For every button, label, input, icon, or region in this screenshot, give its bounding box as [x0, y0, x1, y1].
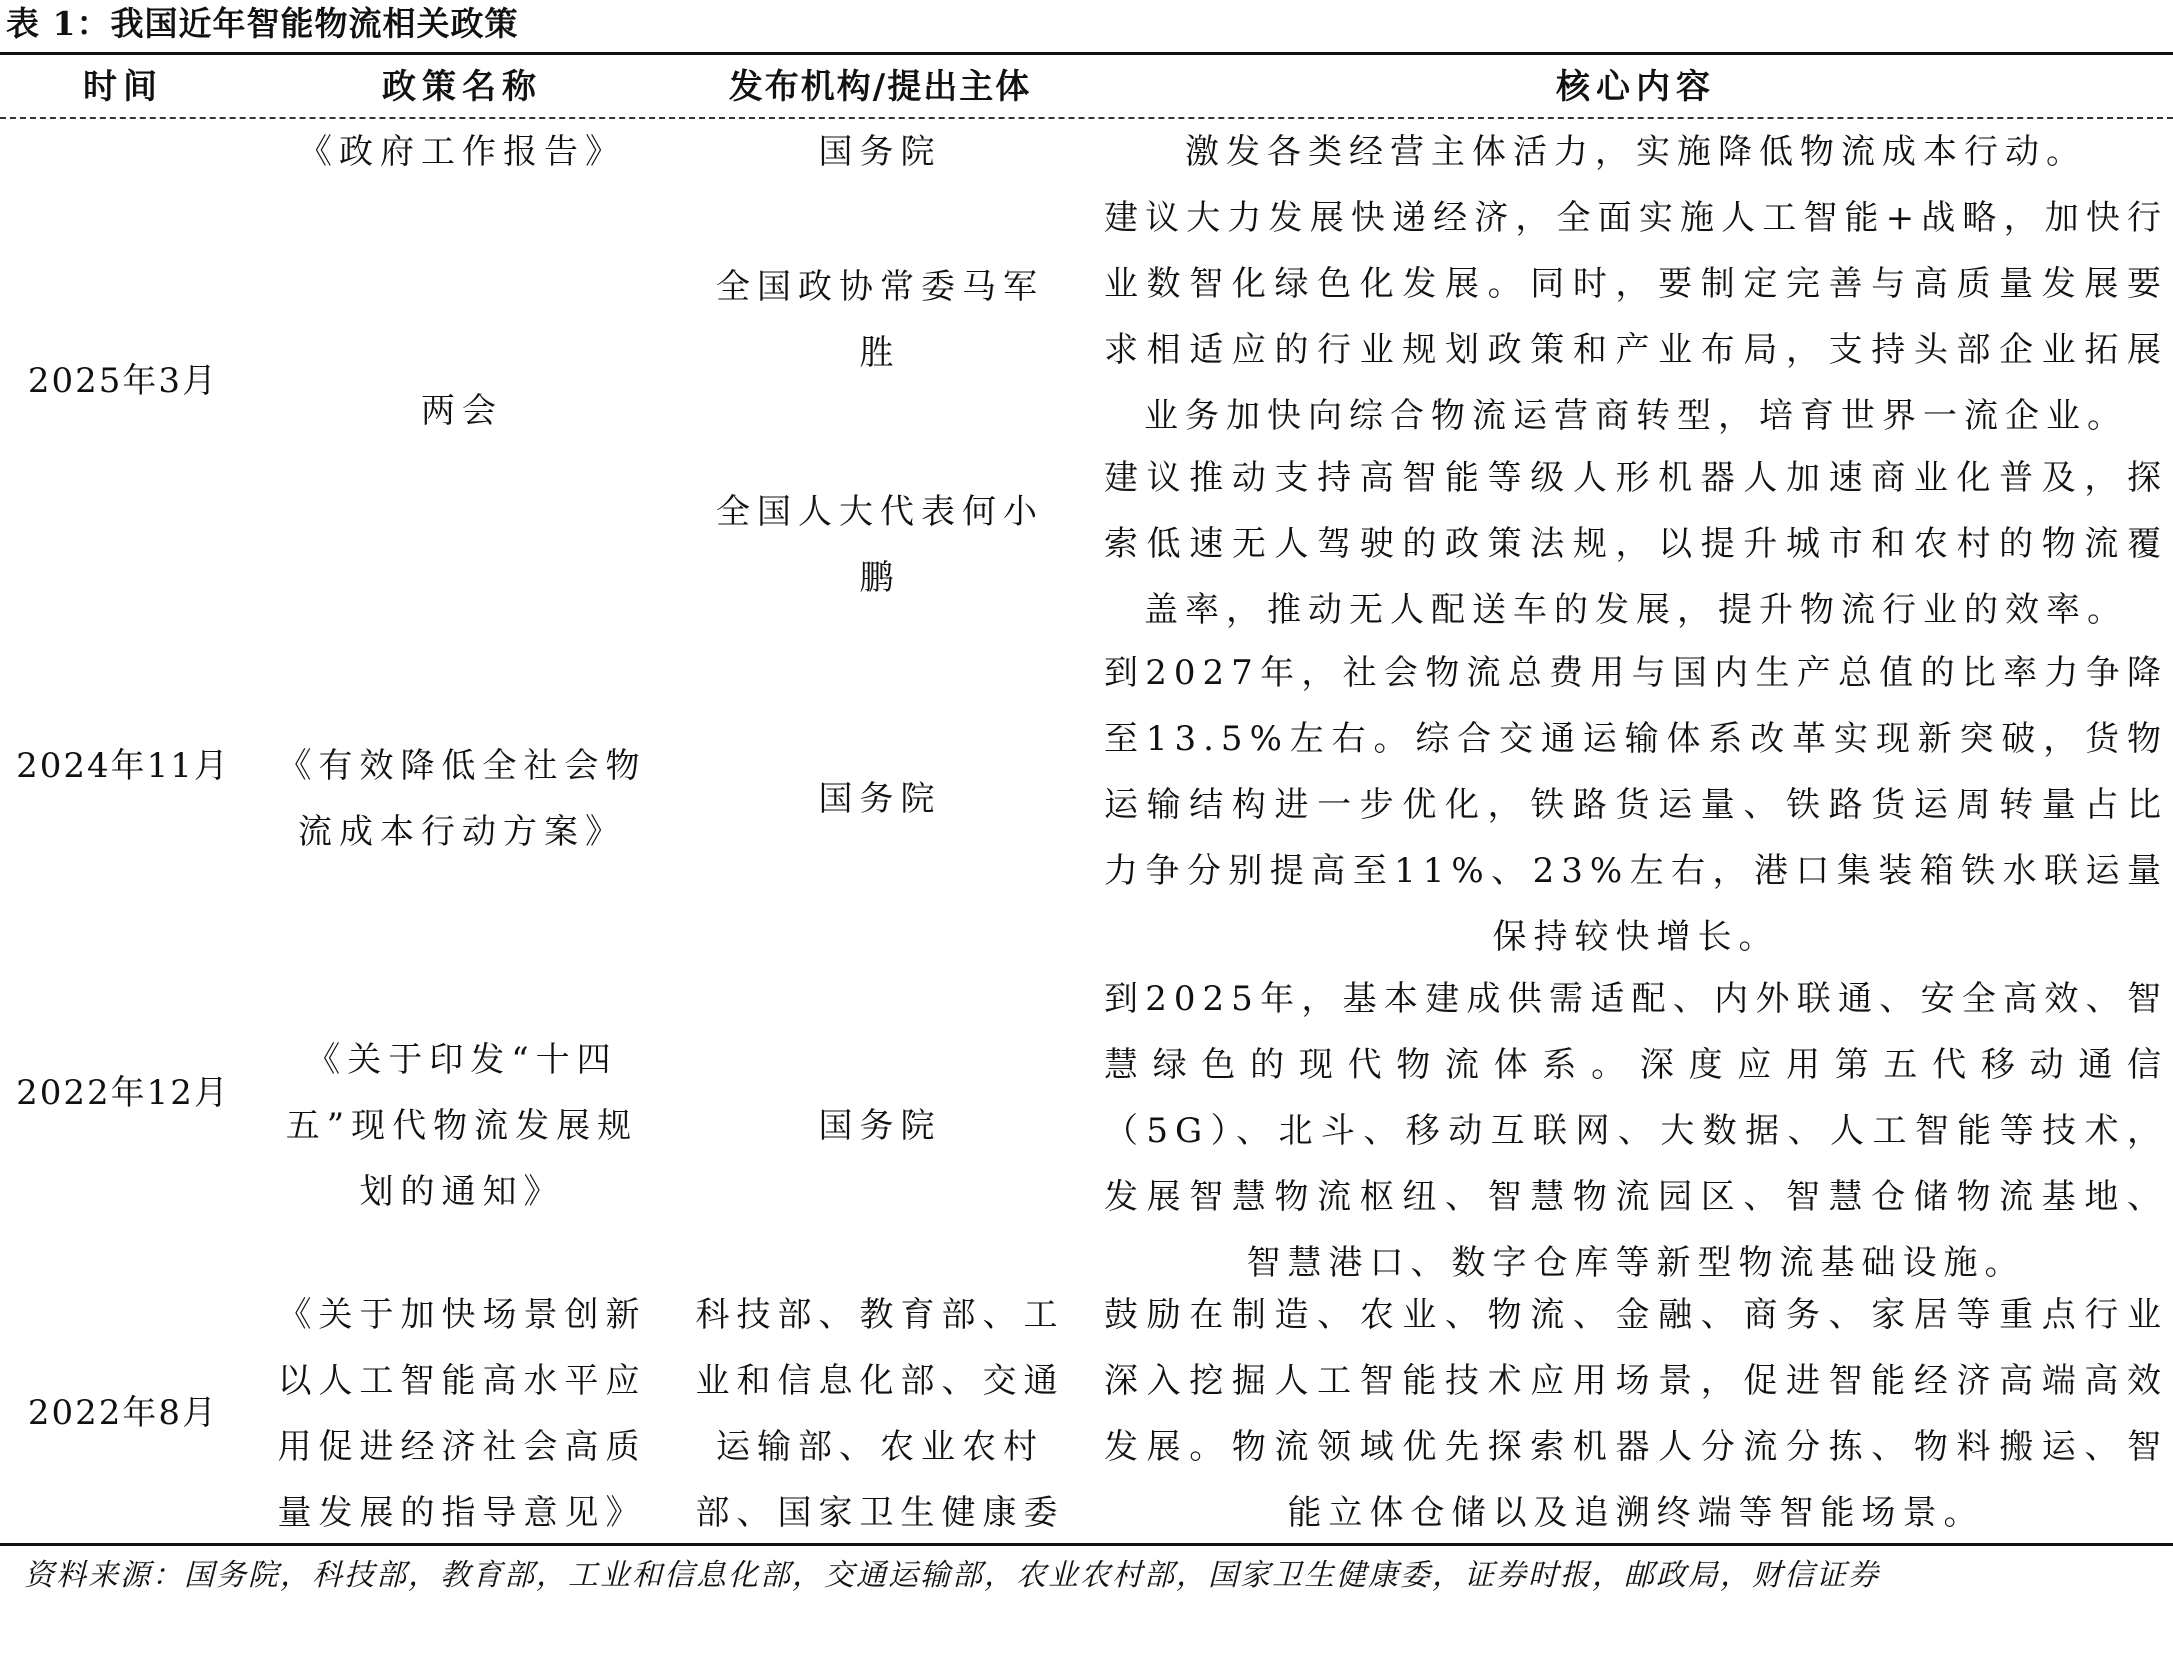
table-title: 表 1：我国近年智能物流相关政策 — [6, 4, 519, 43]
header-time: 时间 — [83, 67, 163, 107]
source-note: 资料来源：国务院，科技部，教育部，工业和信息化部，交通运输部，农业农村部，国家卫生健康委，证券时报，邮政局，财信证券 — [24, 1558, 1880, 1593]
row-2024-11-issuer: 国务院 — [818, 779, 942, 819]
row-2022-12-policy-name: 《关于印发“十四五”现代物流发展规划的通知》 — [285, 1040, 639, 1212]
row-2025-03-policy-2-name: 两会 — [421, 391, 503, 431]
header-core-content: 核心内容 — [1556, 67, 1716, 107]
row-2024-11-content: 到2027年，社会物流总费用与国内生产总值的比率力争降至13.5%左右。综合交通运输体系改革实现新突破，货物运输结构进一步优化，铁路货运量、铁路货运周转量占比力争分别提高至11%、23%左右，港口集装箱铁水联运量保持较快增长。 — [1104, 653, 2168, 957]
row-2022-12-content: 到2025年，基本建成供需适配、内外联通、安全高效、智慧绿色的现代物流体系。深度应用第五代移动通信（5G）、北斗、移动互联网、大数据、人工智能等技术，发展智慧物流枢纽、智慧物流园区、智慧仓储物流基地、智慧港口、数字仓库等新型物流基础设施。 — [1104, 979, 2168, 1283]
row-2022-12-time: 2022年12月 — [16, 1073, 230, 1113]
table-bottom-rule — [0, 1543, 2173, 1546]
row-2025-03-policy-1-issuer: 国务院 — [818, 132, 942, 172]
row-2022-08-time: 2022年8月 — [27, 1393, 219, 1433]
row-2024-11-time: 2024年11月 — [16, 746, 230, 786]
row-2025-03-time: 2025年3月 — [27, 361, 219, 401]
row-2022-08-content: 鼓励在制造、农业、物流、金融、商务、家居等重点行业深入挖掘人工智能技术应用场景，促进智能经济高端高效发展。物流领域优先探索机器人分流分拣、物料搬运、智能立体仓储以及追溯终端等智能场景。 — [1104, 1295, 2168, 1533]
row-2025-03-policy-3-issuer: 全国人大代表何小鹏 — [716, 492, 1044, 598]
header-issuer: 发布机构/提出主体 — [728, 67, 1032, 107]
row-2022-12-issuer: 国务院 — [818, 1106, 942, 1146]
header-policy-name: 政策名称 — [382, 67, 542, 107]
row-2025-03-policy-2-issuer: 全国政协常委马军胜 — [716, 267, 1044, 373]
row-2025-03-policy-1-content: 激发各类经营主体活力，实施降低物流成本行动。 — [1185, 132, 2087, 172]
row-2025-03-policy-1-name: 《政府工作报告》 — [298, 132, 626, 172]
row-2022-08-issuer: 科技部、教育部、工业和信息化部、交通运输部、农业农村部、国家卫生健康委 — [695, 1295, 1065, 1533]
table-top-rule — [0, 52, 2173, 55]
row-2024-11-policy-name: 《有效降低全社会物流成本行动方案》 — [277, 746, 647, 852]
row-2025-03-policy-3-content: 建议推动支持高智能等级人形机器人加速商业化普及，探索低速无人驾驶的政策法规，以提升城市和农村的物流覆盖率，推动无人配送车的发展，提升物流行业的效率。 — [1104, 458, 2168, 630]
row-2022-08-policy-name: 《关于加快场景创新以人工智能高水平应用促进经济社会高质量发展的指导意见》 — [277, 1295, 647, 1533]
row-2025-03-policy-2-content: 建议大力发展快递经济，全面实施人工智能+战略，加快行业数智化绿色化发展。同时，要制定完善与高质量发展要求相适应的行业规划政策和产业布局，支持头部企业拓展业务加快向综合物流运营商转型，培育世界一流企业。 — [1104, 198, 2168, 436]
